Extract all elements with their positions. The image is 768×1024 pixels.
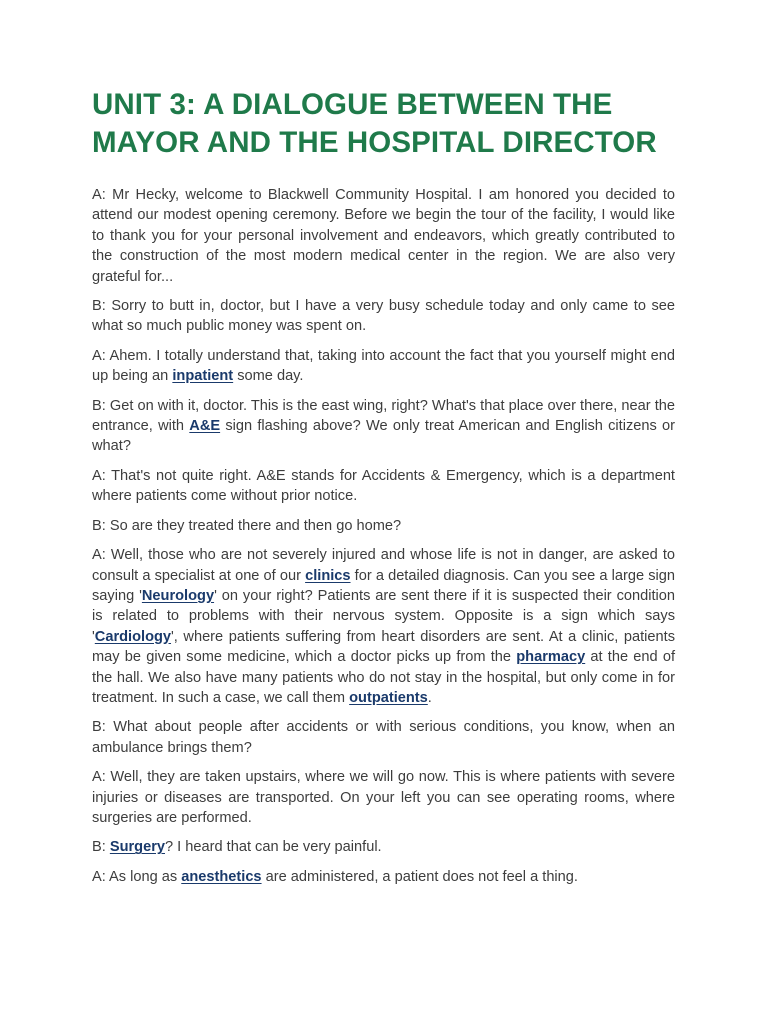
term-link-outpatients[interactable]: outpatients — [349, 689, 428, 706]
text-span: ' on your right? Patients are sent there if it is suspected their condition is related to problems with their nervous system. Opposite is a sign which says ' — [92, 587, 675, 645]
text-span: for a detailed diagnosis. Can you see a large sign saying ' — [92, 567, 676, 604]
text-span: ', where patients suffering from heart disorders are sent. At a clinic, patients may be given some medicine, which a doctor picks up from the — [92, 628, 675, 666]
paragraph — [92, 867, 675, 887]
text-span: sign flashing above? We only treat American and English citizens or what? — [92, 418, 675, 455]
text-span: A: Well, those who are not severely injured and whose life is not in danger, are asked to consult a specialist at one of our — [92, 547, 675, 584]
text-span: are administered, a patient does not feel a thing. — [261, 868, 578, 885]
paragraph — [92, 545, 675, 708]
text-span: A: Ahem. I totally understand that, taking into account the fact that you yourself might end up being an — [92, 347, 675, 385]
text-span: B: Get on with it, doctor. This is the east wing, right? What's that place over there, near the entrance, with — [92, 397, 675, 435]
term-link-clinics[interactable]: clinics — [305, 567, 351, 584]
paragraph: A: Well, they are taken upstairs, where we will go now. This is where patients with severe injuries or diseases are transported. On your left you can see operating rooms, where surgeries are performed. — [92, 769, 675, 826]
text-span: some day. — [233, 368, 304, 385]
paragraph: B: Sorry to butt in, doctor, but I have a very busy schedule today and only came to see what so much public money was spent on. — [92, 298, 675, 335]
paragraph: A: Mr Hecky, welcome to Blackwell Community Hospital. I am honored you decided to attend our modest opening ceremony. Before we begin the tour of the facility, I would like to thank you for your personal involvement and endeavors, which greatly contributed to the construction of the most modern medical center in the region. We are also very grateful for... — [92, 187, 675, 285]
text-span: ? I heard that can be very painful. — [165, 839, 382, 856]
text-span: . — [427, 689, 432, 706]
term-link-pharmacy[interactable]: pharmacy — [516, 649, 586, 666]
term-link-neurology[interactable]: Neurology — [141, 587, 215, 604]
paragraph — [92, 346, 675, 387]
paragraph — [92, 396, 675, 457]
paragraph: B: So are they treated there and then go home? — [92, 517, 402, 534]
text-span: A: As long as — [92, 868, 182, 885]
paragraph — [92, 837, 675, 857]
term-link-ae[interactable]: A&E — [189, 418, 221, 435]
term-link-cardiology[interactable]: Cardiology — [94, 628, 172, 645]
paragraph: A: That's not quite right. A&E stands for Accidents & Emergency, which is a department where patients come without prior notice. — [92, 467, 675, 505]
document-title: UNIT 3: A DIALOGUE BETWEEN THE MAYOR AND THE HOSPITAL DIRECTOR — [92, 88, 657, 159]
term-link-surgery[interactable]: Surgery — [109, 839, 165, 856]
term-link-inpatient[interactable]: inpatient — [172, 368, 234, 385]
text-span: B: — [92, 839, 110, 856]
term-link-anesthetics[interactable]: anesthetics — [181, 868, 262, 885]
text-span: at the end of the hall. We also have many patients who do not stay in the hospital, but only come in for treatment. In such a case, we call them — [92, 649, 676, 706]
paragraph: B: What about people after accidents or with serious conditions, you know, when an ambulance brings them? — [92, 719, 675, 756]
